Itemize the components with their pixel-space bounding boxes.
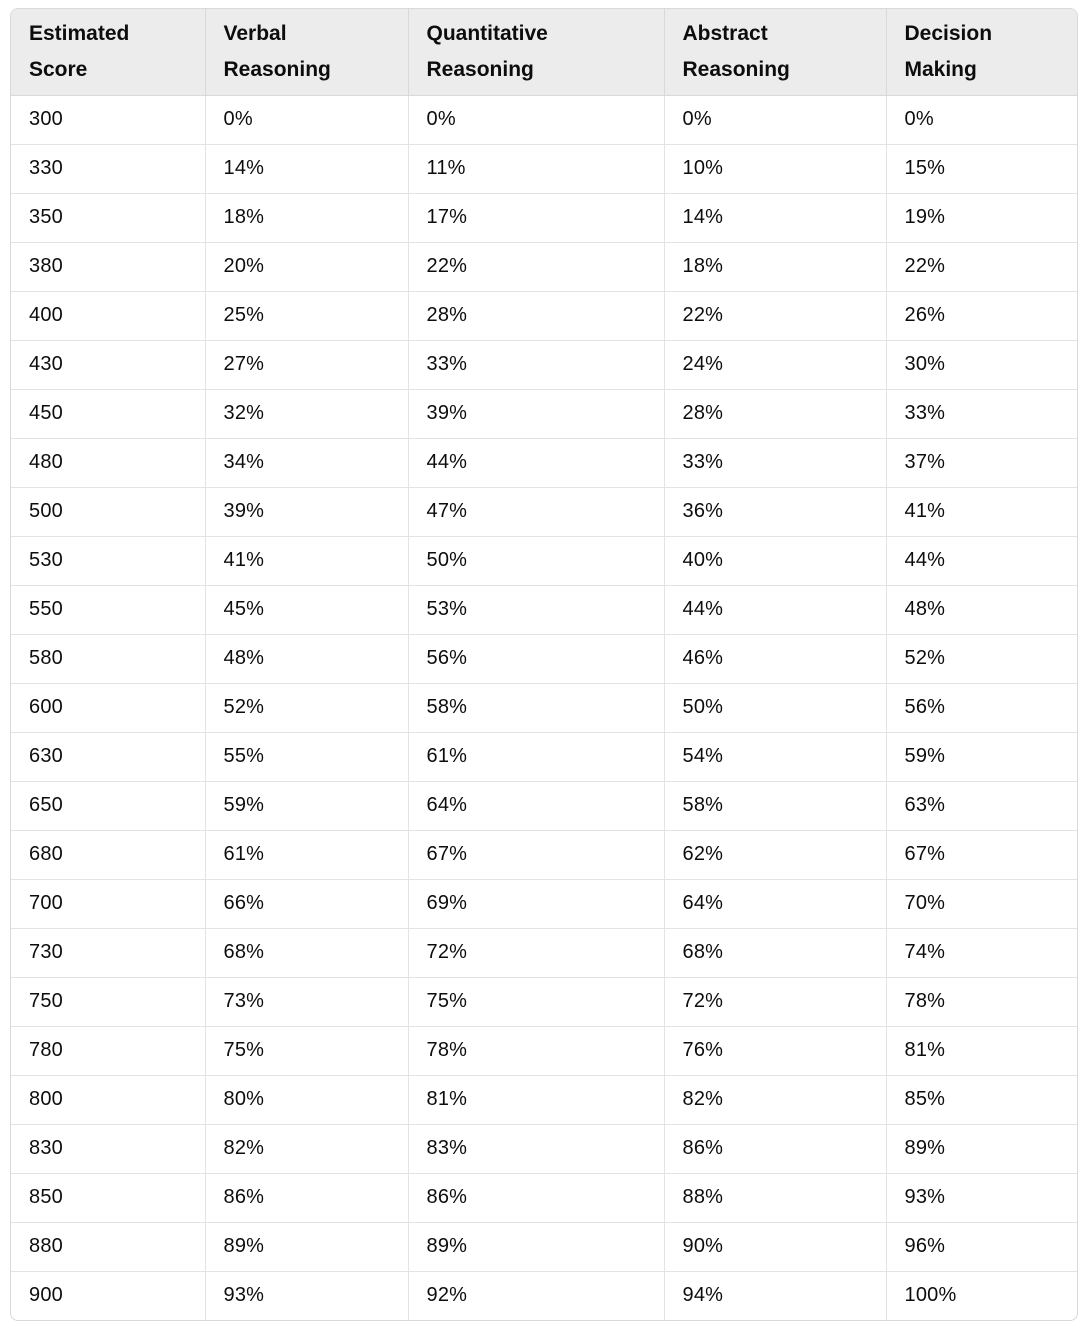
cell-quantitative-reasoning: 72% — [408, 928, 664, 977]
header-line: Abstract — [682, 21, 768, 45]
cell-abstract-reasoning: 82% — [664, 1075, 886, 1124]
header-estimated-score — [11, 9, 205, 95]
cell-quantitative-reasoning: 39% — [408, 389, 664, 438]
cell-quantitative-reasoning: 92% — [408, 1271, 664, 1320]
table-row — [11, 340, 1078, 389]
table-row — [11, 242, 1078, 291]
cell-quantitative-reasoning: 83% — [408, 1124, 664, 1173]
cell-quantitative-reasoning: 53% — [408, 585, 664, 634]
cell-estimated-score: 430 — [11, 340, 205, 389]
cell-abstract-reasoning: 46% — [664, 634, 886, 683]
cell-decision-making: 59% — [886, 732, 1078, 781]
cell-abstract-reasoning: 54% — [664, 732, 886, 781]
cell-quantitative-reasoning: 81% — [408, 1075, 664, 1124]
cell-abstract-reasoning: 94% — [664, 1271, 886, 1320]
table-row — [11, 487, 1078, 536]
cell-quantitative-reasoning: 0% — [408, 95, 664, 144]
cell-decision-making: 15% — [886, 144, 1078, 193]
cell-estimated-score: 600 — [11, 683, 205, 732]
cell-quantitative-reasoning: 28% — [408, 291, 664, 340]
cell-decision-making: 70% — [886, 879, 1078, 928]
cell-decision-making: 63% — [886, 781, 1078, 830]
cell-verbal-reasoning: 34% — [205, 438, 408, 487]
header-verbal-reasoning — [205, 9, 408, 95]
cell-decision-making: 22% — [886, 242, 1078, 291]
cell-estimated-score: 450 — [11, 389, 205, 438]
cell-decision-making: 56% — [886, 683, 1078, 732]
cell-estimated-score: 800 — [11, 1075, 205, 1124]
cell-estimated-score: 530 — [11, 536, 205, 585]
table-row — [11, 1222, 1078, 1271]
cell-decision-making: 33% — [886, 389, 1078, 438]
cell-estimated-score: 850 — [11, 1173, 205, 1222]
header-line: Quantitative — [426, 21, 548, 45]
cell-abstract-reasoning: 33% — [664, 438, 886, 487]
cell-quantitative-reasoning: 11% — [408, 144, 664, 193]
cell-quantitative-reasoning: 44% — [408, 438, 664, 487]
table-row — [11, 536, 1078, 585]
cell-estimated-score: 400 — [11, 291, 205, 340]
cell-quantitative-reasoning: 58% — [408, 683, 664, 732]
cell-abstract-reasoning: 28% — [664, 389, 886, 438]
table-header — [11, 9, 1078, 95]
cell-quantitative-reasoning: 50% — [408, 536, 664, 585]
cell-verbal-reasoning: 32% — [205, 389, 408, 438]
table-body — [11, 95, 1078, 1320]
table-row — [11, 144, 1078, 193]
cell-estimated-score: 830 — [11, 1124, 205, 1173]
cell-verbal-reasoning: 89% — [205, 1222, 408, 1271]
cell-estimated-score: 650 — [11, 781, 205, 830]
cell-decision-making: 96% — [886, 1222, 1078, 1271]
table-header-row — [11, 9, 1078, 95]
cell-abstract-reasoning: 40% — [664, 536, 886, 585]
cell-verbal-reasoning: 39% — [205, 487, 408, 536]
table-row — [11, 585, 1078, 634]
table-row — [11, 977, 1078, 1026]
cell-estimated-score: 580 — [11, 634, 205, 683]
cell-estimated-score: 480 — [11, 438, 205, 487]
cell-decision-making: 44% — [886, 536, 1078, 585]
header-line: Reasoning — [426, 57, 534, 81]
cell-abstract-reasoning: 36% — [664, 487, 886, 536]
cell-verbal-reasoning: 82% — [205, 1124, 408, 1173]
cell-estimated-score: 300 — [11, 95, 205, 144]
table-row — [11, 389, 1078, 438]
cell-abstract-reasoning: 68% — [664, 928, 886, 977]
cell-verbal-reasoning: 25% — [205, 291, 408, 340]
cell-verbal-reasoning: 59% — [205, 781, 408, 830]
cell-estimated-score: 880 — [11, 1222, 205, 1271]
header-line: Reasoning — [682, 57, 790, 81]
cell-decision-making: 48% — [886, 585, 1078, 634]
cell-estimated-score: 330 — [11, 144, 205, 193]
header-decision-making — [886, 9, 1078, 95]
cell-verbal-reasoning: 20% — [205, 242, 408, 291]
cell-estimated-score: 630 — [11, 732, 205, 781]
cell-decision-making: 30% — [886, 340, 1078, 389]
cell-verbal-reasoning: 18% — [205, 193, 408, 242]
table-row — [11, 928, 1078, 977]
table-row — [11, 732, 1078, 781]
cell-abstract-reasoning: 14% — [664, 193, 886, 242]
cell-estimated-score: 750 — [11, 977, 205, 1026]
cell-decision-making: 26% — [886, 291, 1078, 340]
table-row — [11, 193, 1078, 242]
header-line: Decision — [904, 21, 993, 45]
cell-quantitative-reasoning: 17% — [408, 193, 664, 242]
header-line: Score — [29, 57, 88, 81]
cell-abstract-reasoning: 88% — [664, 1173, 886, 1222]
cell-verbal-reasoning: 0% — [205, 95, 408, 144]
cell-quantitative-reasoning: 47% — [408, 487, 664, 536]
cell-decision-making: 19% — [886, 193, 1078, 242]
cell-quantitative-reasoning: 56% — [408, 634, 664, 683]
cell-abstract-reasoning: 10% — [664, 144, 886, 193]
table-row — [11, 1075, 1078, 1124]
cell-verbal-reasoning: 48% — [205, 634, 408, 683]
cell-quantitative-reasoning: 78% — [408, 1026, 664, 1075]
cell-estimated-score: 350 — [11, 193, 205, 242]
table-row — [11, 634, 1078, 683]
cell-verbal-reasoning: 66% — [205, 879, 408, 928]
cell-quantitative-reasoning: 86% — [408, 1173, 664, 1222]
cell-verbal-reasoning: 61% — [205, 830, 408, 879]
cell-estimated-score: 550 — [11, 585, 205, 634]
cell-abstract-reasoning: 22% — [664, 291, 886, 340]
cell-quantitative-reasoning: 22% — [408, 242, 664, 291]
cell-verbal-reasoning: 86% — [205, 1173, 408, 1222]
table-row — [11, 95, 1078, 144]
cell-quantitative-reasoning: 33% — [408, 340, 664, 389]
cell-decision-making: 78% — [886, 977, 1078, 1026]
cell-decision-making: 52% — [886, 634, 1078, 683]
header-line: Reasoning — [223, 57, 331, 81]
cell-estimated-score: 780 — [11, 1026, 205, 1075]
cell-verbal-reasoning: 41% — [205, 536, 408, 585]
cell-decision-making: 37% — [886, 438, 1078, 487]
cell-decision-making: 67% — [886, 830, 1078, 879]
table-row — [11, 1271, 1078, 1320]
header-line: Verbal — [223, 21, 287, 45]
header-line: Making — [904, 57, 977, 81]
cell-estimated-score: 680 — [11, 830, 205, 879]
cell-decision-making: 0% — [886, 95, 1078, 144]
cell-abstract-reasoning: 44% — [664, 585, 886, 634]
cell-abstract-reasoning: 76% — [664, 1026, 886, 1075]
cell-verbal-reasoning: 52% — [205, 683, 408, 732]
cell-estimated-score: 900 — [11, 1271, 205, 1320]
cell-decision-making: 41% — [886, 487, 1078, 536]
cell-verbal-reasoning: 80% — [205, 1075, 408, 1124]
cell-verbal-reasoning: 75% — [205, 1026, 408, 1075]
header-line: Estimated — [29, 21, 130, 45]
cell-abstract-reasoning: 72% — [664, 977, 886, 1026]
cell-verbal-reasoning: 14% — [205, 144, 408, 193]
cell-estimated-score: 380 — [11, 242, 205, 291]
cell-abstract-reasoning: 18% — [664, 242, 886, 291]
table-row — [11, 1173, 1078, 1222]
cell-verbal-reasoning: 73% — [205, 977, 408, 1026]
table-row — [11, 683, 1078, 732]
cell-abstract-reasoning: 24% — [664, 340, 886, 389]
header-abstract-reasoning — [664, 9, 886, 95]
table-row — [11, 438, 1078, 487]
cell-verbal-reasoning: 45% — [205, 585, 408, 634]
cell-quantitative-reasoning: 67% — [408, 830, 664, 879]
cell-abstract-reasoning: 86% — [664, 1124, 886, 1173]
cell-abstract-reasoning: 58% — [664, 781, 886, 830]
cell-abstract-reasoning: 90% — [664, 1222, 886, 1271]
cell-quantitative-reasoning: 64% — [408, 781, 664, 830]
table-row — [11, 879, 1078, 928]
cell-decision-making: 100% — [904, 1284, 957, 1307]
cell-decision-making: 93% — [886, 1173, 1078, 1222]
cell-decision-making: 81% — [886, 1026, 1078, 1075]
cell-quantitative-reasoning: 69% — [408, 879, 664, 928]
cell-estimated-score: 700 — [11, 879, 205, 928]
cell-verbal-reasoning: 27% — [205, 340, 408, 389]
cell-verbal-reasoning: 55% — [205, 732, 408, 781]
table-row — [11, 830, 1078, 879]
table-row — [11, 1026, 1078, 1075]
score-table-container — [10, 8, 1078, 1321]
cell-decision-making: 74% — [886, 928, 1078, 977]
score-percentile-table — [11, 9, 1078, 1320]
cell-estimated-score: 500 — [11, 487, 205, 536]
cell-decision-making: 89% — [886, 1124, 1078, 1173]
cell-abstract-reasoning: 64% — [664, 879, 886, 928]
cell-verbal-reasoning: 93% — [205, 1271, 408, 1320]
cell-abstract-reasoning: 50% — [664, 683, 886, 732]
cell-abstract-reasoning: 0% — [664, 95, 886, 144]
cell-quantitative-reasoning: 89% — [408, 1222, 664, 1271]
header-quantitative-reasoning — [408, 9, 664, 95]
cell-verbal-reasoning: 68% — [205, 928, 408, 977]
cell-decision-making: 85% — [886, 1075, 1078, 1124]
table-row — [11, 1124, 1078, 1173]
cell-estimated-score: 730 — [11, 928, 205, 977]
cell-abstract-reasoning: 62% — [664, 830, 886, 879]
table-row — [11, 291, 1078, 340]
table-row — [11, 781, 1078, 830]
cell-quantitative-reasoning: 61% — [408, 732, 664, 781]
cell-quantitative-reasoning: 75% — [408, 977, 664, 1026]
